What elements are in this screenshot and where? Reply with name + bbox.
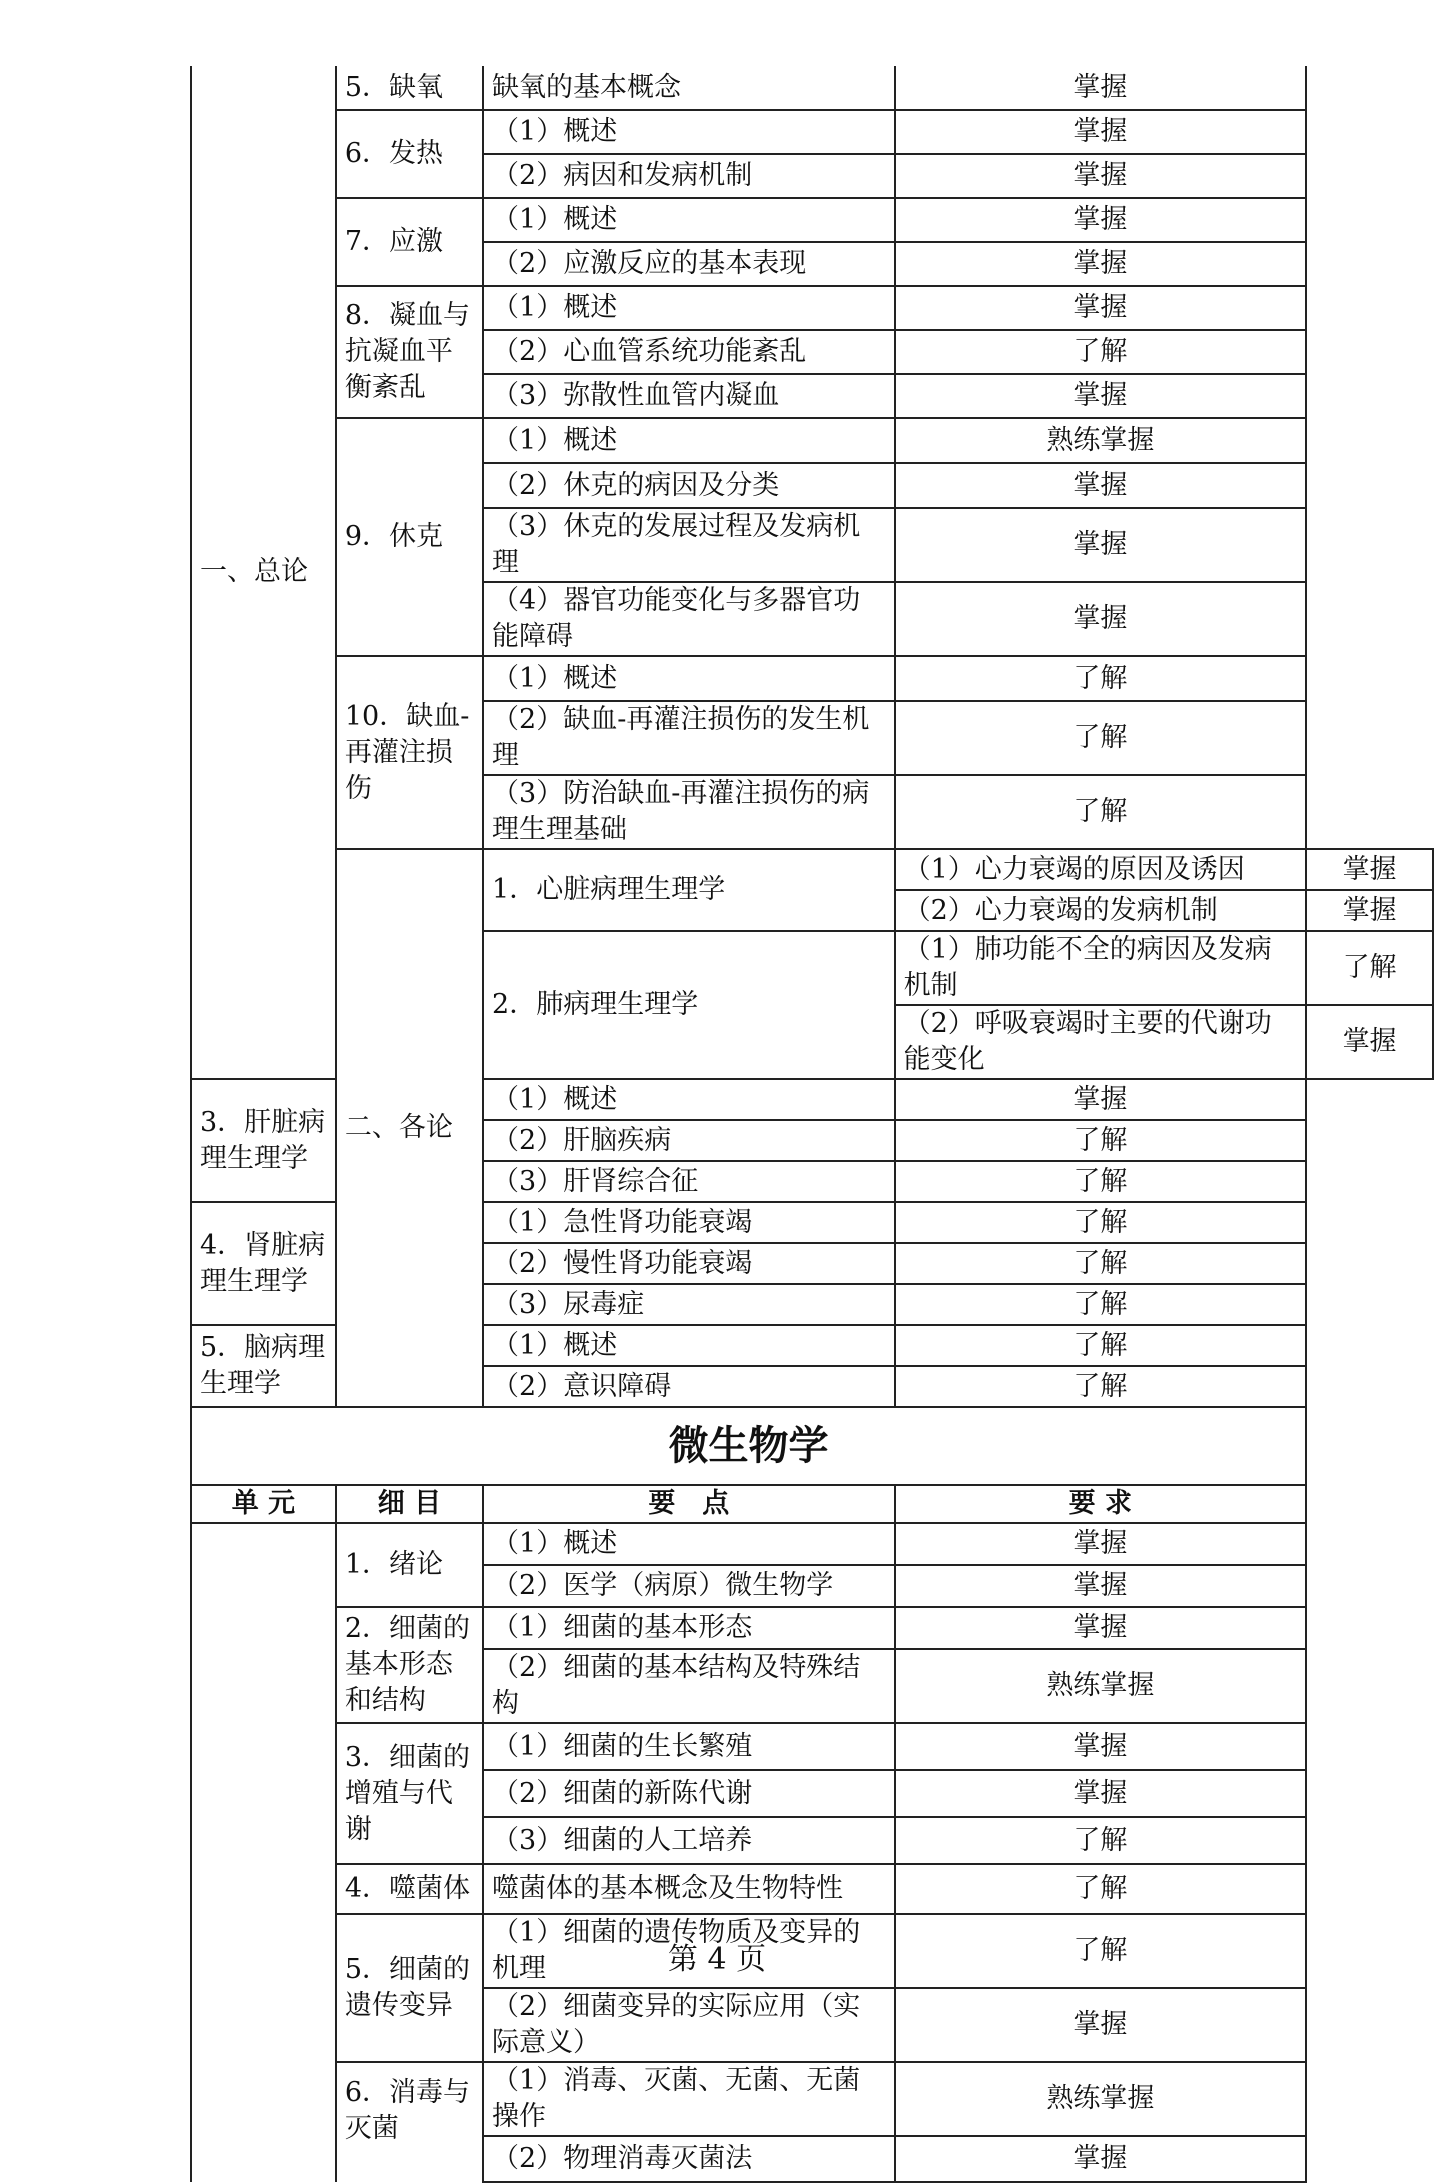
- point: （1）概述: [483, 1523, 895, 1565]
- requirement: 掌握: [895, 66, 1307, 110]
- point: （3）防治缺血-再灌注损伤的病理生理基础: [483, 775, 895, 849]
- item-hepatic: 3．肝脏病理生理学: [191, 1079, 336, 1202]
- point: （2）细菌的基本结构及特殊结构: [483, 1649, 895, 1723]
- item-fever: 6．发热: [336, 110, 483, 198]
- point: （1）心力衰竭的原因及诱因: [895, 849, 1307, 890]
- point: （3）弥散性血管内凝血: [483, 374, 895, 418]
- item-bacteria-growth: 3．细菌的增殖与代谢: [336, 1723, 483, 1864]
- point: （1）概述: [483, 286, 895, 330]
- requirement: 掌握: [895, 508, 1307, 582]
- requirement: 熟练掌握: [895, 418, 1307, 463]
- requirement: 了解: [895, 1243, 1307, 1284]
- requirement: 了解: [895, 1202, 1307, 1243]
- requirement: 掌握: [895, 582, 1307, 656]
- point: （2）休克的病因及分类: [483, 463, 895, 508]
- requirement: 了解: [895, 775, 1307, 849]
- requirement: 了解: [895, 1325, 1307, 1366]
- requirement: 掌握: [895, 110, 1307, 154]
- requirement: 了解: [895, 701, 1307, 775]
- point: （2）病因和发病机制: [483, 154, 895, 198]
- point: （1）概述: [483, 656, 895, 701]
- point: （3）细菌的人工培养: [483, 1817, 895, 1864]
- point: （2）缺血-再灌注损伤的发生机理: [483, 701, 895, 775]
- point: 缺氧的基本概念: [483, 66, 895, 110]
- point: （1）消毒、灭菌、无菌、无菌操作: [483, 2062, 895, 2136]
- item-cardiac: 1．心脏病理生理学: [483, 849, 895, 931]
- point: （2）物理消毒灭菌法: [483, 2136, 895, 2182]
- requirement: 了解: [895, 1284, 1307, 1325]
- requirement: 了解: [895, 1366, 1307, 1407]
- requirement: 了解: [895, 1864, 1307, 1914]
- requirement: 熟练掌握: [895, 1649, 1307, 1723]
- point: （3）尿毒症: [483, 1284, 895, 1325]
- requirement: 了解: [895, 1120, 1307, 1161]
- requirement: 掌握: [895, 2136, 1307, 2182]
- item-shock: 9．休克: [336, 418, 483, 656]
- requirement: 掌握: [1306, 1005, 1433, 1079]
- header-unit: 单 元: [191, 1485, 336, 1523]
- point: （1）细菌的基本形态: [483, 1607, 895, 1649]
- requirement: 熟练掌握: [895, 2062, 1307, 2136]
- requirement: 掌握: [895, 1723, 1307, 1770]
- point: （1）概述: [483, 198, 895, 242]
- item-hypoxia: 5．缺氧: [336, 66, 483, 110]
- point: （1）概述: [483, 418, 895, 463]
- requirement: 掌握: [1306, 849, 1433, 890]
- requirement: 掌握: [895, 463, 1307, 508]
- point: （2）应激反应的基本表现: [483, 242, 895, 286]
- point: （1）肺功能不全的病因及发病机制: [895, 931, 1307, 1005]
- point: （1）概述: [483, 1079, 895, 1120]
- unit-general: 一、总论: [191, 66, 336, 1079]
- point: （2）呼吸衰竭时主要的代谢功能变化: [895, 1005, 1307, 1079]
- point: （2）医学（病原）微生物学: [483, 1565, 895, 1607]
- item-introduction: 1．绪论: [336, 1523, 483, 1607]
- point: 噬菌体的基本概念及生物特性: [483, 1864, 895, 1914]
- item-brain: 5．脑病理生理学: [191, 1325, 336, 1407]
- point: （2）肝脑疾病: [483, 1120, 895, 1161]
- point: （1）细菌的生长繁殖: [483, 1723, 895, 1770]
- point: （1）概述: [483, 110, 895, 154]
- section-title: 微生物学: [191, 1407, 1306, 1485]
- item-bacteriophage: 4．噬菌体: [336, 1864, 483, 1914]
- point: （2）慢性肾功能衰竭: [483, 1243, 895, 1284]
- point: （2）心力衰竭的发病机制: [895, 890, 1307, 931]
- requirement: 掌握: [895, 198, 1307, 242]
- header-requirement: 要 求: [895, 1485, 1307, 1523]
- unit-microbiology: [191, 1523, 336, 2182]
- unit-specific: 二、各论: [336, 849, 483, 1407]
- requirement: 掌握: [895, 154, 1307, 198]
- header-point: 要 点: [483, 1485, 895, 1523]
- point: （2）细菌变异的实际应用（实际意义）: [483, 1988, 895, 2062]
- point: （2）细菌的新陈代谢: [483, 1770, 895, 1817]
- requirement: 掌握: [895, 1607, 1307, 1649]
- requirement: 掌握: [1306, 890, 1433, 931]
- requirement: 掌握: [895, 1565, 1307, 1607]
- requirement: 掌握: [895, 286, 1307, 330]
- item-pulmonary: 2．肺病理生理学: [483, 931, 895, 1079]
- item-disinfection: 6．消毒与灭菌: [336, 2062, 483, 2182]
- requirement: 掌握: [895, 1523, 1307, 1565]
- requirement: 了解: [895, 1914, 1307, 1988]
- item-stress: 7．应激: [336, 198, 483, 286]
- item-renal: 4．肾脏病理生理学: [191, 1202, 336, 1325]
- point: （2）意识障碍: [483, 1366, 895, 1407]
- header-item: 细 目: [336, 1485, 483, 1523]
- point: （1）细菌的遗传物质及变异的机理: [483, 1914, 895, 1988]
- requirement: 了解: [895, 1817, 1307, 1864]
- point: （4）器官功能变化与多器官功能障碍: [483, 582, 895, 656]
- requirement: 掌握: [895, 1079, 1307, 1120]
- requirement: 了解: [895, 656, 1307, 701]
- requirement: 掌握: [895, 1770, 1307, 1817]
- requirement: 了解: [895, 330, 1307, 374]
- requirement: 了解: [1306, 931, 1433, 1005]
- item-ischemia-reperfusion: 10．缺血-再灌注损伤: [336, 656, 483, 849]
- point: （1）急性肾功能衰竭: [483, 1202, 895, 1243]
- syllabus-table: [190, 66, 1434, 2183]
- requirement: 了解: [895, 1161, 1307, 1202]
- point: （2）心血管系统功能紊乱: [483, 330, 895, 374]
- item-coagulation: 8．凝血与抗凝血平衡紊乱: [336, 286, 483, 418]
- requirement: 掌握: [895, 1988, 1307, 2062]
- point: （1）概述: [483, 1325, 895, 1366]
- point: （3）肝肾综合征: [483, 1161, 895, 1202]
- page-number: 第 4 页: [667, 1942, 767, 1977]
- requirement: 掌握: [895, 374, 1307, 418]
- requirement: 掌握: [895, 242, 1307, 286]
- point: （3）休克的发展过程及发病机理: [483, 508, 895, 582]
- item-bacteria-morphology: 2．细菌的基本形态和结构: [336, 1607, 483, 1723]
- item-bacteria-genetics: 5．细菌的遗传变异: [336, 1914, 483, 2062]
